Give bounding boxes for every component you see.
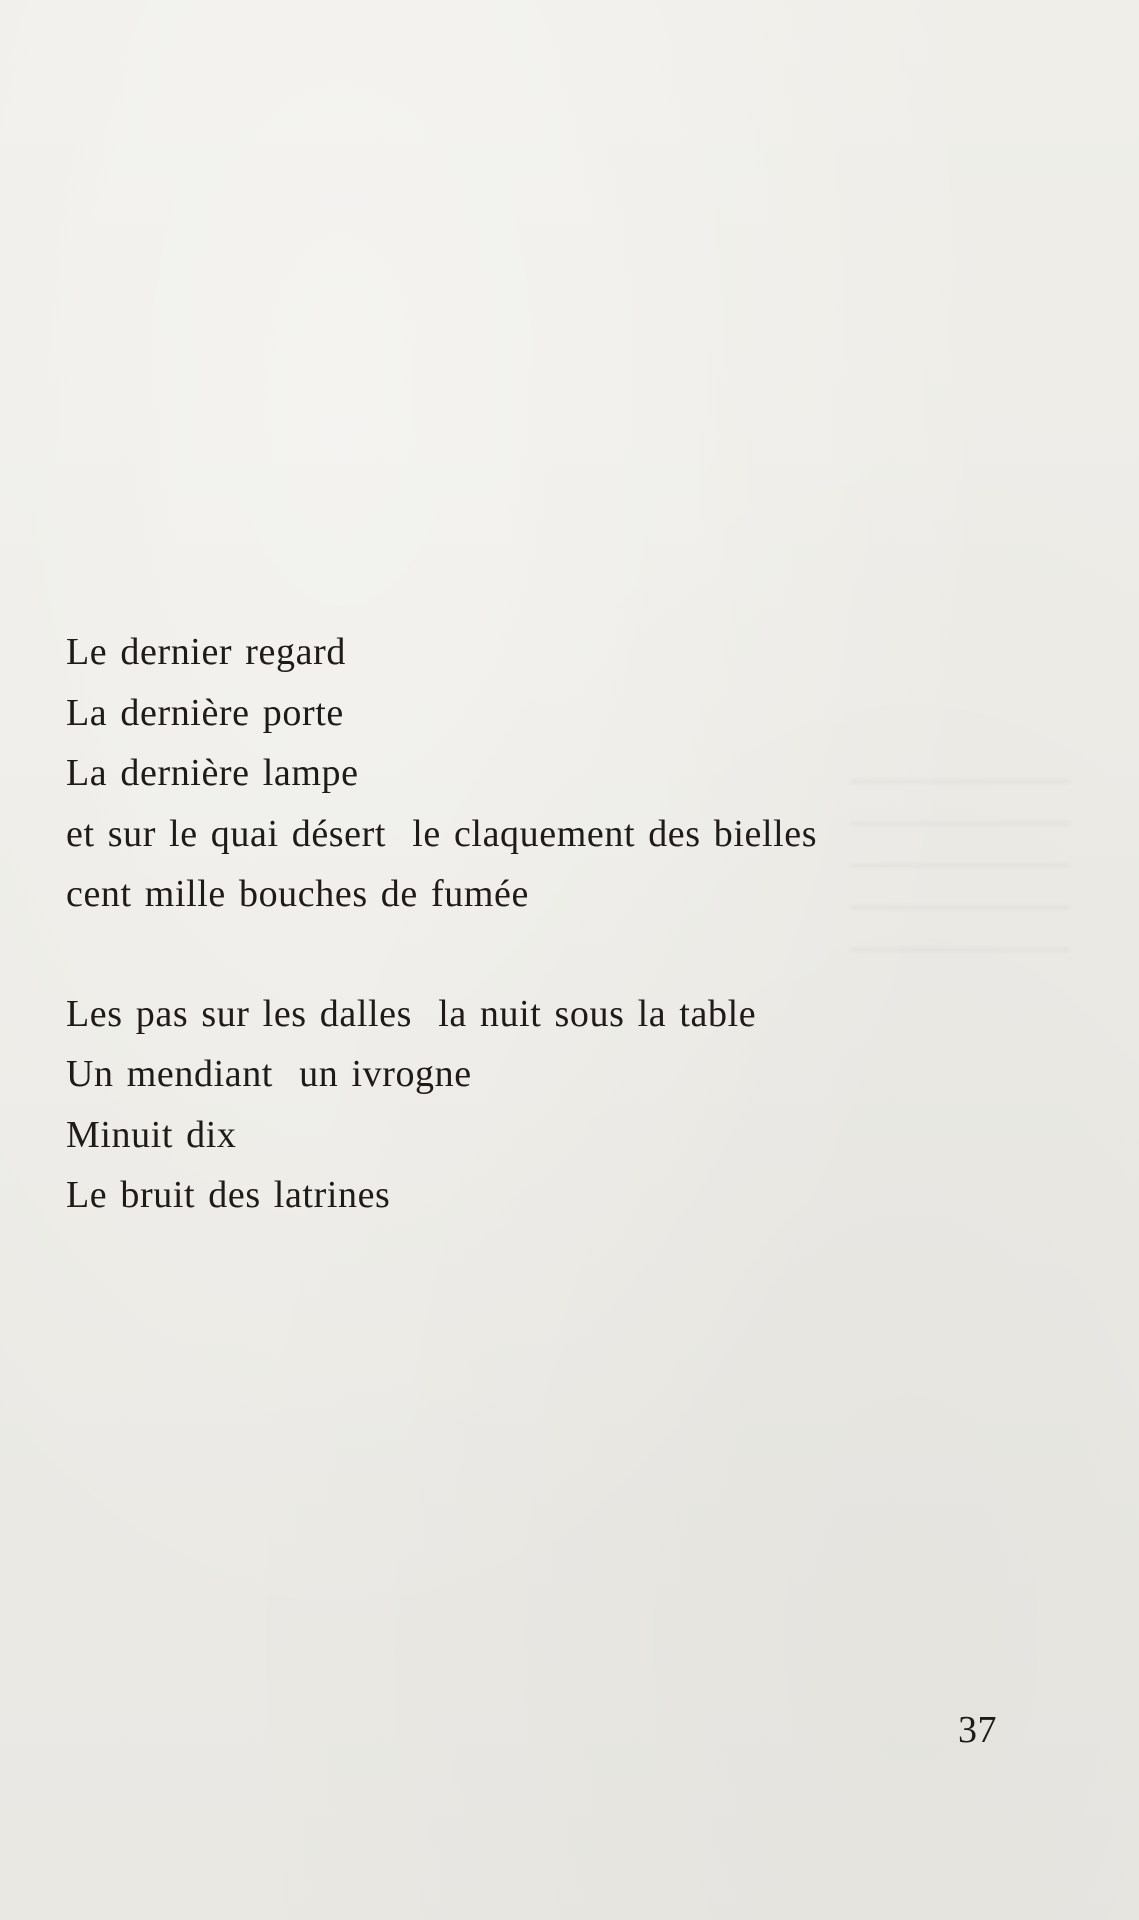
poem-line: Minuit dix [66, 1113, 237, 1156]
page-number: 37 [958, 1709, 997, 1751]
poem-line: cent mille bouches de fumée [66, 873, 529, 915]
poem-text [66, 622, 1066, 1226]
poem-line: Le bruit des latrines [66, 1174, 391, 1216]
stanza-1 [66, 622, 1066, 925]
poem-line: et sur le quai désert le claquement des bielles [66, 812, 818, 855]
poem-line: Le dernier regard [66, 631, 346, 673]
poem-line: La dernière porte [66, 691, 344, 734]
poem-line: La dernière lampe [66, 752, 359, 794]
poem-line: Un mendiant un ivrogne [66, 1053, 472, 1095]
stanza-2 [66, 984, 1066, 1226]
poem-line: Les pas sur les dalles la nuit sous la table [66, 992, 757, 1035]
